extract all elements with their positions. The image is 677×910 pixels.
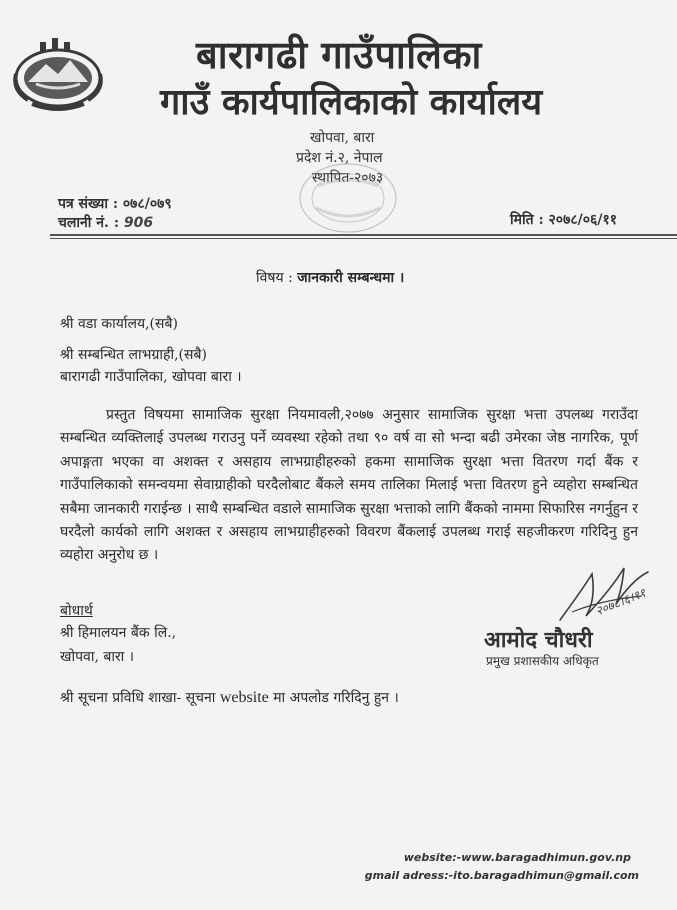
office-title: बारागढी गाउँपालिका — [196, 33, 482, 77]
cc-bank-address: खोपवा, बारा । — [60, 649, 135, 665]
footer-email: gmail adress:-ito.baragadhimun@gmail.com — [364, 869, 639, 882]
address-line-2: प्रदेश नं.२, नेपाल — [296, 150, 383, 166]
signature-date: २०७८।६।११ — [593, 585, 648, 619]
nepal-emblem-icon — [10, 34, 106, 112]
letter-date: मिति : २०७८/०६/११ — [510, 212, 617, 228]
letter-body: प्रस्तुत विषयमा सामाजिक सुरक्षा नियमावली,२०७७ अनुसार सामाजिक सुरक्षा भत्ता उपलब्ध गराउँदा सम्बन्धित व्यक्तिलाई उपलब्ध गराउनु पर्ने व्यवस्था रहेको तथा ९० वर्ष वा सो भन्दा बढी उमेरका जेष्ठ नागरिक, पूर्ण अपाङ्गता भएका वा अशक्त र असहाय लाभग्राहीहरुको हकमा सामाजिक सुरक्षा भत्ता वितरण गर्दा बैंक र गाउँपालिकाको समन्वयमा सेवाग्राहीको घरदैलोबाट बैंकले समय तालिका मिलाई भत्ता वितरण हुने व्यहोरा सम्बन्धित सबैमा जानकारी गराईन्छ । साथै सम्बन्धित वडाले सामाजिक सुरक्षा भत्ताको लागि बैंकको नाममा सिफारिस नगर्नुहुन र घरदैलो कार्यको लागि अशक्त र असहाय लाभग्राहीहरुको विवरण बैंकलाई उपलब्ध गराई सहजीकरण गरिदिनु हुन व्यहोरा अनुरोध छ । — [60, 407, 638, 564]
recipient-address: बारागढी गाउँपालिका, खोपवा बारा । — [60, 369, 242, 385]
dispatch-number-label: चलानी नं. — [58, 215, 109, 231]
header-divider — [50, 234, 677, 236]
footer-website: website:-www.baragadhimun.gov.np — [403, 851, 631, 864]
recipient-ward-offices: श्री वडा कार्यालय,(सबै) — [60, 316, 178, 332]
notice-text-end: मा अपलोड गरिदिनु हुन । — [273, 690, 399, 706]
cc-label: बोधार्थ — [60, 603, 93, 619]
address-line-1: खोपवा, बारा — [310, 130, 375, 146]
dispatch-number: चलानी नं. : 906 — [58, 215, 154, 231]
letter-date-label: मिति — [510, 212, 534, 228]
office-subtitle: गाउँ कार्यपालिकाको कार्यालय — [160, 82, 543, 123]
signatory-name: आमोद चौधरी — [484, 628, 593, 653]
subject-line — [256, 268, 404, 287]
signatory-post: प्रमुख प्रशासकीय अधिकृत — [486, 654, 599, 668]
recipient-beneficiaries: श्री सम्बन्धित लाभग्राही,(सबै) — [60, 347, 207, 363]
letter-number-label: पत्र संख्या — [58, 196, 108, 212]
dispatch-number-value: 906 — [123, 215, 154, 231]
notice-text-start: श्री सूचना प्रविधि शाखा- सूचना — [60, 690, 216, 706]
letter-number-value: ०७८/०७९ — [122, 196, 172, 212]
address-line-3: स्थापित-२०७३ — [312, 170, 384, 186]
it-section-notice — [60, 688, 399, 707]
signature-icon — [552, 560, 667, 630]
office-seal-icon — [292, 156, 404, 238]
subject-value: जानकारी सम्बन्धमा । — [297, 270, 405, 286]
letter-number: पत्र संख्या : ०७८/०७९ — [58, 196, 172, 212]
letter-date-value: २०७८/०६/११ — [548, 212, 617, 228]
notice-website-word: website — [219, 689, 269, 706]
header-divider-thin — [50, 238, 677, 239]
subject-label: विषय : — [256, 270, 293, 286]
cc-bank-name: श्री हिमालयन बैंक लि., — [60, 625, 177, 641]
